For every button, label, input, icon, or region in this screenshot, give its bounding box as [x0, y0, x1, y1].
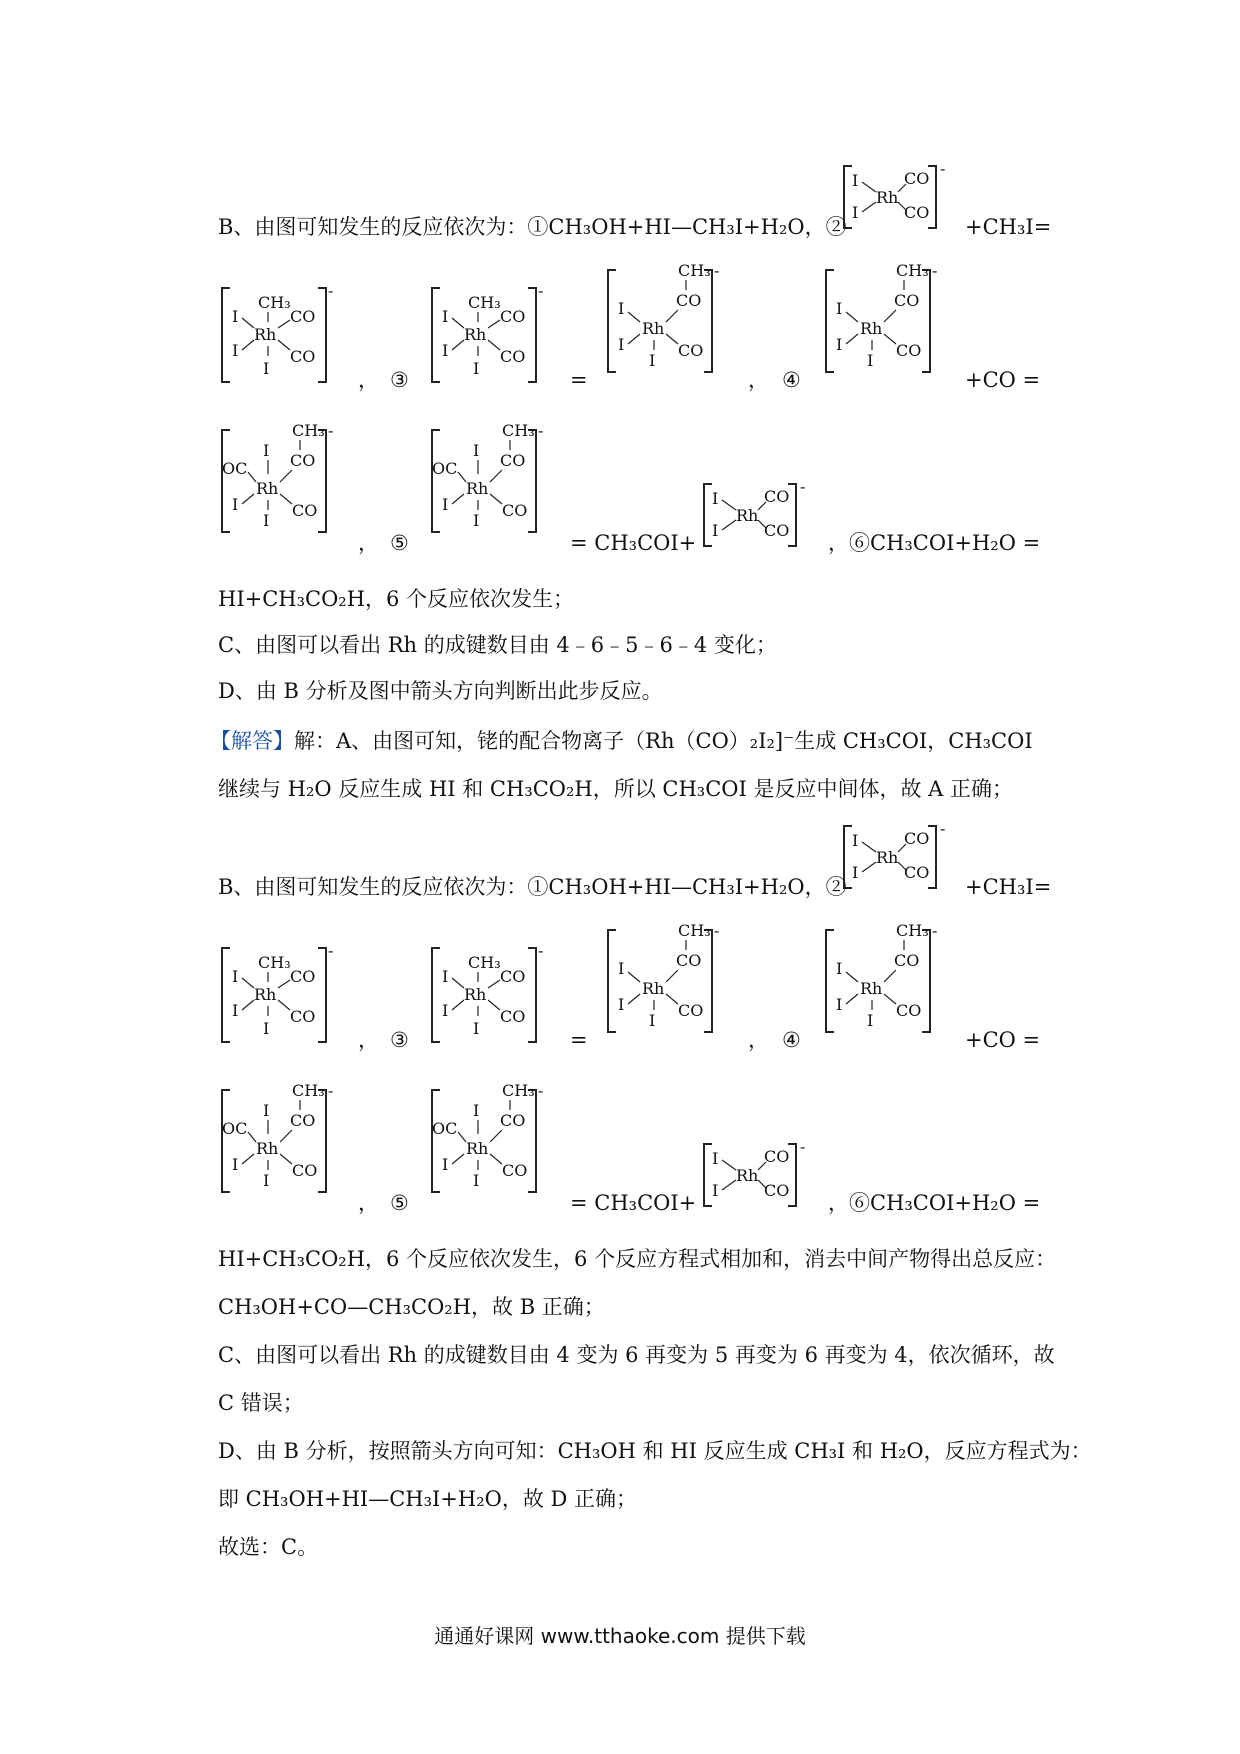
- svg-text:I: I: [649, 351, 656, 370]
- svg-text:CO: CO: [290, 451, 316, 470]
- svg-text:I: I: [232, 341, 239, 360]
- svg-text:I: I: [232, 307, 239, 326]
- reaction-number-4: ④: [782, 368, 801, 392]
- svg-text:OC: OC: [222, 459, 248, 478]
- svg-text:I: I: [263, 1171, 270, 1190]
- svg-text:I: I: [836, 299, 843, 318]
- svg-text:-: -: [800, 1137, 806, 1156]
- svg-text:CH₃: CH₃: [292, 1081, 325, 1100]
- c-line: C、由图可以看出 Rh 的成键数目由 4﹣6﹣5﹣6﹣4 变化；: [218, 633, 777, 657]
- svg-text:CO: CO: [502, 1161, 528, 1180]
- svg-text:CO: CO: [290, 347, 316, 366]
- svg-text:I: I: [263, 1101, 270, 1120]
- footer-credit: 通通好课网 www.tthaoke.com 提供下载: [434, 1624, 806, 1648]
- separator: ，: [358, 531, 379, 555]
- equals-ch3coi: = CH₃COI+: [570, 531, 697, 555]
- plus-co-equals: +CO =: [965, 368, 1041, 392]
- svg-text:-: -: [538, 421, 544, 440]
- svg-text:-: -: [328, 941, 334, 960]
- b-end-line: HI+CH₃CO₂H，6 个反应依次发生，6 个反应方程式相加和，消去中间产物得出总反应：: [218, 1247, 1057, 1271]
- svg-text:CO: CO: [500, 1007, 526, 1026]
- svg-text:I: I: [442, 967, 449, 986]
- svg-text:I: I: [442, 307, 449, 326]
- answer-tag: 【解答】: [210, 729, 294, 753]
- svg-text:CH₃: CH₃: [678, 261, 711, 280]
- svg-text:-: -: [328, 281, 334, 300]
- rh-acyl-complex: [604, 260, 724, 380]
- separator: ，: [358, 368, 379, 392]
- reaction-6: ，⑥CH₃COI+H₂O =: [828, 531, 1041, 555]
- svg-text:CO: CO: [290, 307, 316, 326]
- svg-text:Rh: Rh: [254, 985, 277, 1004]
- d-line-1: D、由 B 分析，按照箭头方向可知：CH₃OH 和 HI 反应生成 CH₃I 和 H₂O，反应方程式为：: [218, 1439, 1092, 1463]
- rh-acyl-carbonyl-complex: [218, 1080, 338, 1200]
- separator: ，: [358, 1191, 379, 1215]
- svg-text:Rh: Rh: [466, 479, 489, 498]
- svg-text:I: I: [473, 1101, 480, 1120]
- svg-text:CH₃: CH₃: [258, 953, 291, 972]
- reaction-number-5: ⑤: [390, 1191, 409, 1215]
- svg-text:CH₃: CH₃: [258, 293, 291, 312]
- rh-methyl-complex: [218, 940, 338, 1050]
- svg-text:CO: CO: [904, 169, 930, 188]
- svg-text:Rh: Rh: [876, 848, 899, 867]
- svg-text:I: I: [442, 1001, 449, 1020]
- svg-text:I: I: [473, 441, 480, 460]
- svg-text:I: I: [852, 831, 859, 850]
- svg-text:I: I: [712, 489, 719, 508]
- svg-text:-: -: [538, 1081, 544, 1100]
- b-intro-line: B、由图可知发生的反应依次为：①CH₃OH+HI—CH₃I+H₂O，②: [218, 215, 847, 239]
- svg-text:CO: CO: [500, 451, 526, 470]
- svg-text:Rh: Rh: [736, 506, 759, 525]
- svg-text:I: I: [867, 351, 874, 370]
- svg-text:-: -: [932, 261, 938, 280]
- rh-acyl-complex: [604, 920, 724, 1040]
- svg-text:CO: CO: [764, 521, 790, 540]
- svg-text:-: -: [714, 261, 720, 280]
- svg-text:CO: CO: [678, 1001, 704, 1020]
- svg-text:Rh: Rh: [642, 319, 665, 338]
- svg-text:I: I: [263, 359, 270, 378]
- svg-text:CO: CO: [500, 347, 526, 366]
- svg-text:CO: CO: [894, 291, 920, 310]
- svg-text:I: I: [712, 1149, 719, 1168]
- svg-text:CO: CO: [290, 1007, 316, 1026]
- answer-a-line-1: 【解答】解：A、由图可知，铑的配合物离子（Rh（CO）₂I₂]⁻生成 CH₃COI，CH₃COI: [210, 729, 1033, 753]
- svg-text:-: -: [932, 921, 938, 940]
- svg-text:Rh: Rh: [466, 1139, 489, 1158]
- svg-text:Rh: Rh: [860, 319, 883, 338]
- svg-text:I: I: [618, 995, 625, 1014]
- rh-acyl-carbonyl-complex: [428, 1080, 548, 1200]
- svg-text:CO: CO: [894, 951, 920, 970]
- b-end-line: HI+CH₃CO₂H，6 个反应依次发生；: [218, 587, 575, 611]
- b-intro-line: B、由图可知发生的反应依次为：①CH₃OH+HI—CH₃I+H₂O，②: [218, 875, 847, 899]
- svg-text:I: I: [836, 959, 843, 978]
- rh-dicarbonyl-diiodide-complex: [700, 477, 810, 550]
- rh-acyl-carbonyl-complex: [218, 420, 338, 540]
- c-line-2: C 错误；: [218, 1391, 304, 1415]
- svg-text:CH₃: CH₃: [468, 293, 501, 312]
- svg-text:I: I: [618, 299, 625, 318]
- svg-text:OC: OC: [222, 1119, 248, 1138]
- svg-text:Rh: Rh: [736, 1166, 759, 1185]
- svg-text:-: -: [714, 921, 720, 940]
- d-line-2: 即 CH₃OH+HI—CH₃I+H₂O，故 D 正确；: [218, 1487, 638, 1511]
- reaction-6: ，⑥CH₃COI+H₂O =: [828, 1191, 1041, 1215]
- svg-text:I: I: [263, 1019, 270, 1038]
- svg-text:I: I: [836, 335, 843, 354]
- svg-text:OC: OC: [432, 459, 458, 478]
- svg-text:I: I: [852, 863, 859, 882]
- answer-a-line-2: 继续与 H₂O 反应生成 HI 和 CH₃CO₂H，所以 CH₃COI 是反应中间体，故 A 正确；: [218, 777, 1013, 801]
- reaction-number-3: ③: [390, 1028, 409, 1052]
- svg-text:I: I: [232, 1155, 239, 1174]
- reaction-number-3: ③: [390, 368, 409, 392]
- svg-text:I: I: [649, 1011, 656, 1030]
- svg-text:I: I: [852, 203, 859, 222]
- b-total-line: CH₃OH+CO—CH₃CO₂H，故 B 正确；: [218, 1295, 605, 1319]
- svg-text:CO: CO: [904, 829, 930, 848]
- svg-text:I: I: [263, 441, 270, 460]
- svg-text:I: I: [263, 511, 270, 530]
- separator: ，: [748, 368, 769, 392]
- svg-text:CO: CO: [292, 1161, 318, 1180]
- reaction-number-5: ⑤: [390, 531, 409, 555]
- svg-text:-: -: [328, 1081, 334, 1100]
- svg-text:-: -: [800, 477, 806, 496]
- svg-text:I: I: [618, 959, 625, 978]
- svg-text:CH₃: CH₃: [292, 421, 325, 440]
- rh-methyl-complex: [218, 280, 338, 390]
- svg-text:Rh: Rh: [256, 1139, 279, 1158]
- svg-text:CH₃: CH₃: [502, 1081, 535, 1100]
- svg-text:Rh: Rh: [254, 325, 277, 344]
- equals-ch3coi: = CH₃COI+: [570, 1191, 697, 1215]
- svg-text:CO: CO: [676, 291, 702, 310]
- svg-text:CO: CO: [896, 1001, 922, 1020]
- svg-text:CO: CO: [500, 1111, 526, 1130]
- svg-text:I: I: [442, 495, 449, 514]
- svg-text:Rh: Rh: [642, 979, 665, 998]
- svg-text:CO: CO: [904, 863, 930, 882]
- svg-text:I: I: [473, 1019, 480, 1038]
- svg-text:-: -: [538, 941, 544, 960]
- svg-text:CH₃: CH₃: [468, 953, 501, 972]
- svg-text:I: I: [712, 521, 719, 540]
- svg-text:I: I: [473, 1171, 480, 1190]
- svg-text:Rh: Rh: [464, 985, 487, 1004]
- svg-text:I: I: [712, 1181, 719, 1200]
- equals-sign: =: [570, 368, 588, 392]
- svg-text:Rh: Rh: [860, 979, 883, 998]
- svg-text:I: I: [442, 1155, 449, 1174]
- svg-text:Rh: Rh: [464, 325, 487, 344]
- svg-text:CO: CO: [764, 487, 790, 506]
- svg-text:Rh: Rh: [876, 188, 899, 207]
- rh-acyl-carbonyl-complex: [428, 420, 548, 540]
- svg-text:Rh: Rh: [256, 479, 279, 498]
- svg-text:CO: CO: [764, 1181, 790, 1200]
- svg-text:CH₃: CH₃: [896, 921, 929, 940]
- svg-text:-: -: [940, 159, 946, 178]
- svg-text:CO: CO: [904, 203, 930, 222]
- svg-text:CO: CO: [500, 967, 526, 986]
- svg-text:CO: CO: [764, 1147, 790, 1166]
- reaction-number-4: ④: [782, 1028, 801, 1052]
- svg-text:CH₃: CH₃: [896, 261, 929, 280]
- svg-text:CO: CO: [290, 1111, 316, 1130]
- svg-text:CH₃: CH₃: [678, 921, 711, 940]
- ch3i-equals: +CH₃I=: [965, 215, 1052, 239]
- svg-text:I: I: [232, 1001, 239, 1020]
- rh-dicarbonyl-diiodide-complex: [840, 159, 950, 232]
- svg-text:CO: CO: [500, 307, 526, 326]
- rh-dicarbonyl-diiodide-complex: [700, 1137, 810, 1210]
- svg-text:I: I: [232, 967, 239, 986]
- svg-text:-: -: [328, 421, 334, 440]
- plus-co-equals: +CO =: [965, 1028, 1041, 1052]
- separator: ，: [748, 1028, 769, 1052]
- rh-methyl-complex: [428, 280, 548, 390]
- svg-text:CO: CO: [292, 501, 318, 520]
- svg-text:I: I: [473, 511, 480, 530]
- rh-dicarbonyl-diiodide-complex: [840, 819, 950, 892]
- svg-text:CH₃: CH₃: [502, 421, 535, 440]
- ch3i-equals: +CH₃I=: [965, 875, 1052, 899]
- svg-text:I: I: [473, 359, 480, 378]
- svg-text:I: I: [232, 495, 239, 514]
- choice-line: 故选：C。: [218, 1535, 319, 1559]
- equals-sign: =: [570, 1028, 588, 1052]
- svg-text:CO: CO: [502, 501, 528, 520]
- svg-text:I: I: [442, 341, 449, 360]
- svg-text:I: I: [852, 171, 859, 190]
- c-line-1: C、由图可以看出 Rh 的成键数目由 4 变为 6 再变为 5 再变为 6 再变为 4，依次循环，故: [218, 1343, 1055, 1367]
- svg-text:-: -: [940, 819, 946, 838]
- svg-text:CO: CO: [676, 951, 702, 970]
- svg-text:CO: CO: [678, 341, 704, 360]
- svg-text:I: I: [836, 995, 843, 1014]
- d-line: D、由 B 分析及图中箭头方向判断出此步反应。: [218, 679, 663, 703]
- svg-text:CO: CO: [896, 341, 922, 360]
- separator: ，: [358, 1028, 379, 1052]
- svg-text:I: I: [618, 335, 625, 354]
- rh-acyl-complex: [822, 260, 942, 380]
- svg-text:-: -: [538, 281, 544, 300]
- rh-acyl-complex: [822, 920, 942, 1040]
- rh-methyl-complex: [428, 940, 548, 1050]
- svg-text:CO: CO: [290, 967, 316, 986]
- svg-text:I: I: [867, 1011, 874, 1030]
- svg-text:OC: OC: [432, 1119, 458, 1138]
